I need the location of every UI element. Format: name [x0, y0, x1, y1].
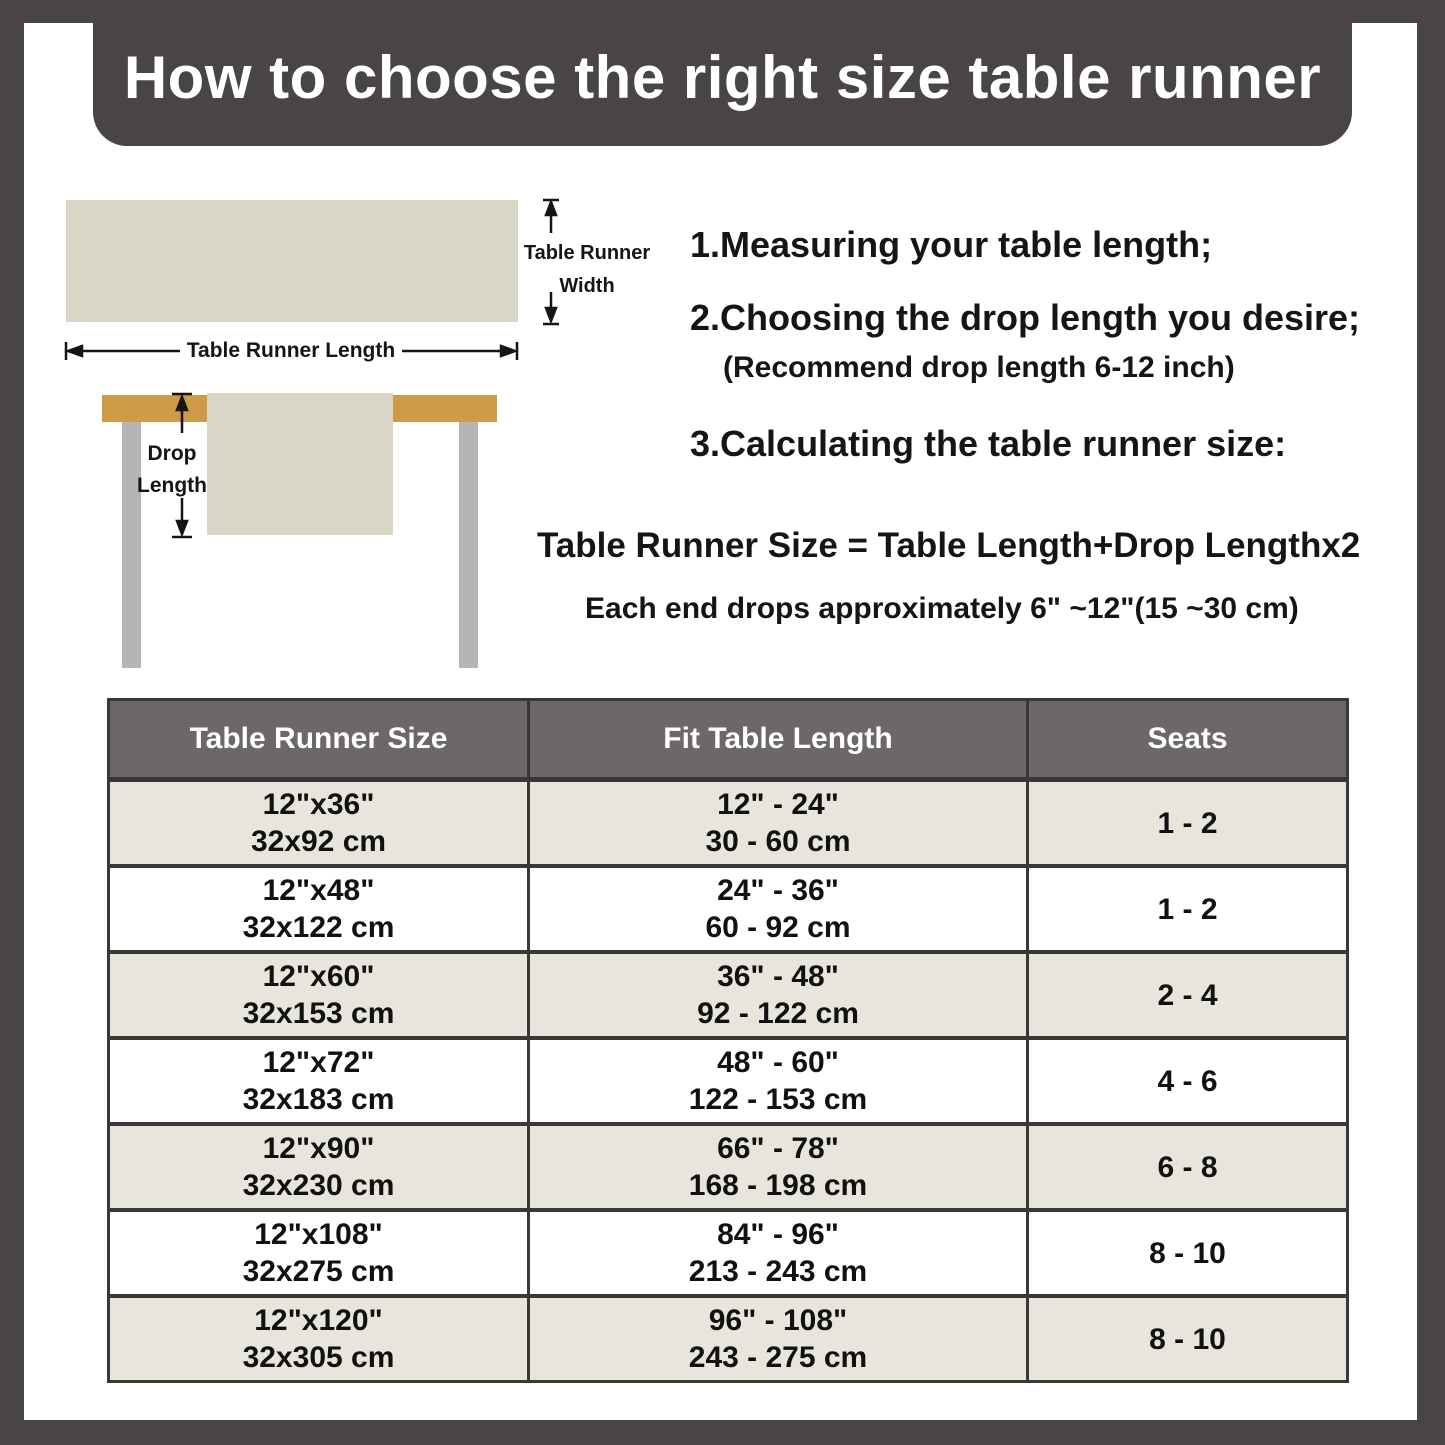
instruction-step-2: 2.Choosing the drop length you desire; — [690, 297, 1361, 338]
frame-left — [0, 0, 24, 1445]
cell-runner-size: 12"x60" 32x153 cm — [110, 954, 530, 1040]
instruction-step-2-note: (Recommend drop length 6-12 inch) — [723, 351, 1235, 384]
instruction-step-1: 1.Measuring your table length; — [690, 224, 1213, 265]
cell-runner-size: 12"x120" 32x305 cm — [110, 1298, 530, 1380]
cell-fit-length: 48" - 60" 122 - 153 cm — [530, 1040, 1029, 1126]
cell-runner-size: 12"x108" 32x275 cm — [110, 1212, 530, 1298]
cell-seats: 1 - 2 — [1029, 782, 1346, 868]
cell-runner-size: 12"x48" 32x122 cm — [110, 868, 530, 954]
width-label: Table Runner Width — [523, 242, 651, 297]
cell-runner-size: 12"x36" 32x92 cm — [110, 782, 530, 868]
cell-fit-length: 36" - 48" 92 - 122 cm — [530, 954, 1029, 1040]
table-header-row — [110, 701, 1346, 782]
size-formula-note: Each end drops approximately 6" ~12"(15 ~30 cm) — [585, 592, 1299, 625]
header-cell-seats: Seats — [1029, 701, 1346, 782]
cell-seats: 4 - 6 — [1029, 1040, 1346, 1126]
cell-fit-length: 66" - 78" 168 - 198 cm — [530, 1126, 1029, 1212]
table-row — [110, 868, 1346, 954]
cell-fit-length: 96" - 108" 243 - 275 cm — [530, 1298, 1029, 1380]
table-row — [110, 1040, 1346, 1126]
table-row — [110, 1212, 1346, 1298]
table-row — [110, 782, 1346, 868]
frame-bottom — [0, 1420, 1445, 1445]
page-title: How to choose the right size table runner — [123, 43, 1322, 111]
cell-fit-length: 24" - 36" 60 - 92 cm — [530, 868, 1029, 954]
header-cell-size: Table Runner Size — [110, 701, 530, 782]
length-label: Table Runner Length — [186, 339, 396, 362]
cell-seats: 2 - 4 — [1029, 954, 1346, 1040]
cell-seats: 8 - 10 — [1029, 1212, 1346, 1298]
runner-side-view — [207, 393, 393, 535]
table-row — [110, 1298, 1346, 1380]
frame-right — [1417, 0, 1445, 1445]
instruction-step-3: 3.Calculating the table runner size: — [690, 423, 1287, 464]
table-row — [110, 954, 1346, 1040]
header-cell-fit: Fit Table Length — [530, 701, 1029, 782]
runner-top-view — [66, 200, 518, 322]
cell-seats: 8 - 10 — [1029, 1298, 1346, 1380]
cell-runner-size: 12"x90" 32x230 cm — [110, 1126, 530, 1212]
size-formula: Table Runner Size = Table Length+Drop Lengthx2 — [537, 526, 1361, 565]
cell-runner-size: 12"x72" 32x183 cm — [110, 1040, 530, 1126]
drop-length-label: Drop Length — [137, 442, 207, 497]
table-leg-right — [459, 422, 478, 668]
cell-seats: 6 - 8 — [1029, 1126, 1346, 1212]
cell-fit-length: 84" - 96" 213 - 243 cm — [530, 1212, 1029, 1298]
cell-fit-length: 12" - 24" 30 - 60 cm — [530, 782, 1029, 868]
table-row — [110, 1126, 1346, 1212]
size-chart-table — [107, 698, 1349, 1383]
cell-seats: 1 - 2 — [1029, 868, 1346, 954]
title-banner — [93, 0, 1352, 146]
